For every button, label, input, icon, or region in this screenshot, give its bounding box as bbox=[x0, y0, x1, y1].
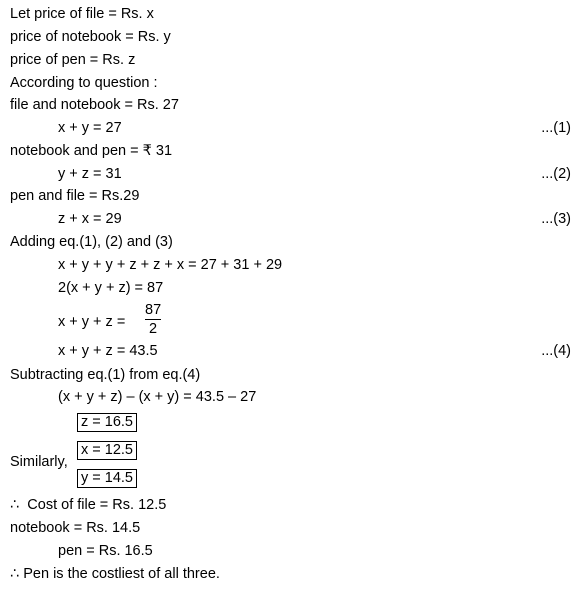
text-line-cost-pen: pen = Rs. 16.5 bbox=[58, 543, 153, 559]
equation-1-ref: ...(1) bbox=[541, 120, 571, 136]
boxed-result-x: x = 12.5 bbox=[77, 441, 137, 460]
equation-1: x + y = 27 bbox=[58, 120, 122, 136]
text-line-file-notebook: file and notebook = Rs. 27 bbox=[10, 97, 179, 113]
boxed-result-z: z = 16.5 bbox=[77, 413, 137, 432]
equation-2-ref: ...(2) bbox=[541, 166, 571, 182]
text-line-pen-file: pen and file = Rs.29 bbox=[10, 188, 140, 204]
fraction-bar bbox=[145, 319, 161, 320]
equation-subtract: (x + y + z) – (x + y) = 43.5 – 27 bbox=[58, 389, 257, 405]
boxed-result-y: y = 14.5 bbox=[77, 469, 137, 488]
text-line-conclusion: ∴ Pen is the costliest of all three. bbox=[10, 566, 220, 582]
fraction-denominator: 2 bbox=[148, 321, 158, 337]
text-line-similarly: Similarly, bbox=[10, 454, 68, 470]
equation-sum-2: 2(x + y + z) = 87 bbox=[58, 280, 164, 296]
text-line-cost-notebook: notebook = Rs. 14.5 bbox=[10, 520, 141, 536]
equation-3-ref: ...(3) bbox=[541, 211, 571, 227]
fraction bbox=[145, 302, 161, 337]
equation-sum-4: x + y + z = 43.5 bbox=[58, 343, 158, 359]
text-line-cost-file: ∴ Cost of file = Rs. 12.5 bbox=[10, 497, 167, 513]
equation-sum-1: x + y + y + z + z + x = 27 + 31 + 29 bbox=[58, 257, 283, 273]
text-line-pen-price: price of pen = Rs. z bbox=[10, 52, 136, 68]
text-line-notebook-price: price of notebook = Rs. y bbox=[10, 29, 171, 45]
equation-4-ref: ...(4) bbox=[541, 343, 571, 359]
text-line-file-price: Let price of file = Rs. x bbox=[10, 6, 154, 22]
text-line-according: According to question : bbox=[10, 75, 158, 91]
equation-sum-3-left: x + y + z = bbox=[58, 314, 126, 330]
equation-2: y + z = 31 bbox=[58, 166, 122, 182]
equation-3: z + x = 29 bbox=[58, 211, 122, 227]
text-line-subtracting: Subtracting eq.(1) from eq.(4) bbox=[10, 367, 201, 383]
text-line-notebook-pen: notebook and pen = ₹ 31 bbox=[10, 143, 173, 159]
fraction-numerator: 87 bbox=[145, 302, 162, 318]
text-line-adding: Adding eq.(1), (2) and (3) bbox=[10, 234, 173, 250]
